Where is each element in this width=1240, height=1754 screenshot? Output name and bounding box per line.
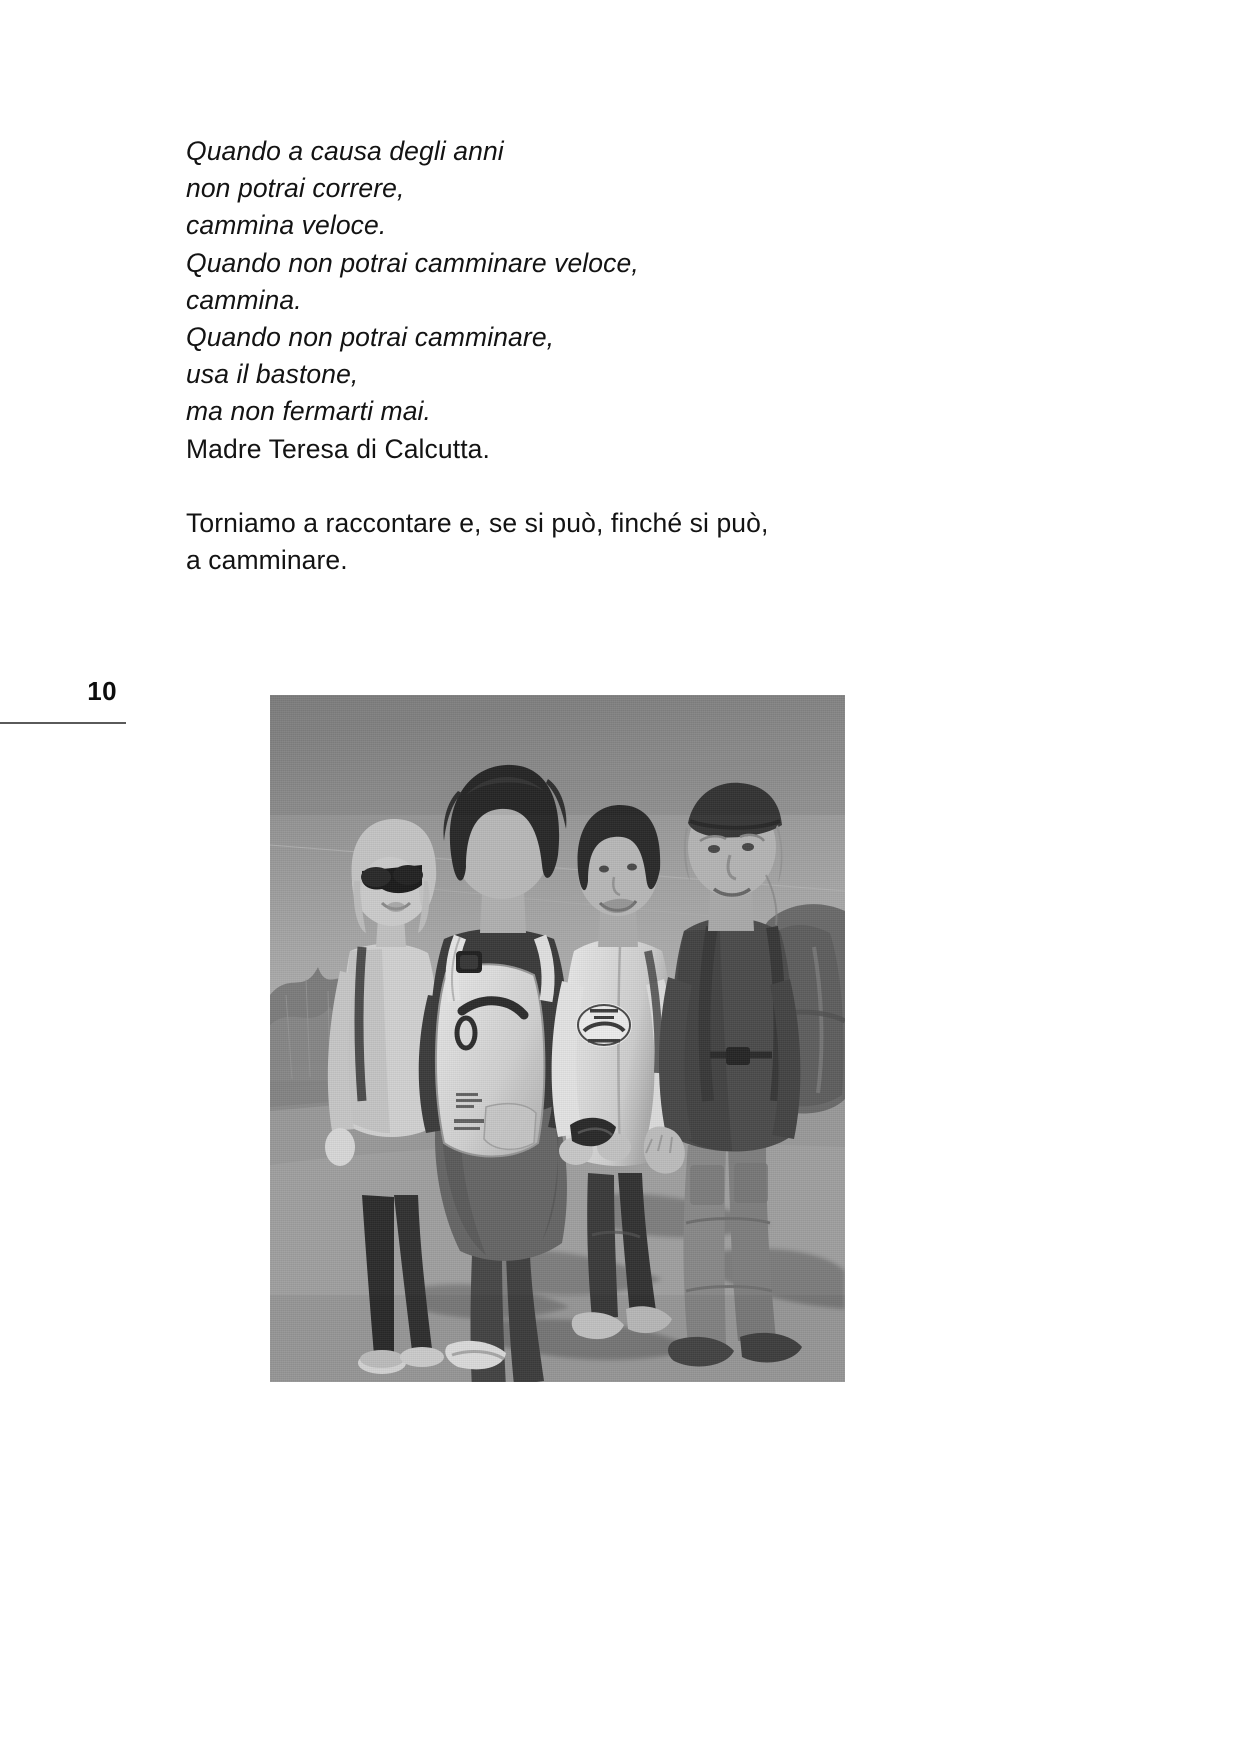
quote-line: Quando non potrai camminare, (186, 322, 555, 353)
photograph-image (270, 695, 845, 1382)
quote-line: cammina veloce. (186, 210, 387, 241)
paragraph-line: Torniamo a raccontare e, se si può, finché si può, (186, 508, 769, 539)
quote-line: Quando non potrai camminare veloce, (186, 247, 639, 278)
quote-line: cammina. (186, 284, 302, 315)
quote-line: Quando a causa degli anni (186, 136, 504, 166)
folio-divider (0, 722, 126, 724)
quote-line: ma non fermarti mai. (186, 396, 431, 427)
page-number: 10 (87, 676, 117, 706)
paragraph-line: a camminare. (186, 545, 348, 576)
body-text-block (186, 133, 966, 579)
photograph (270, 695, 845, 1382)
quote-line: non potrai correre, (186, 173, 405, 204)
quote-attribution: Madre Teresa di Calcutta. (186, 433, 490, 464)
quote-line: usa il bastone, (186, 359, 359, 390)
folio (0, 676, 126, 738)
paragraph-spacer (186, 468, 966, 505)
